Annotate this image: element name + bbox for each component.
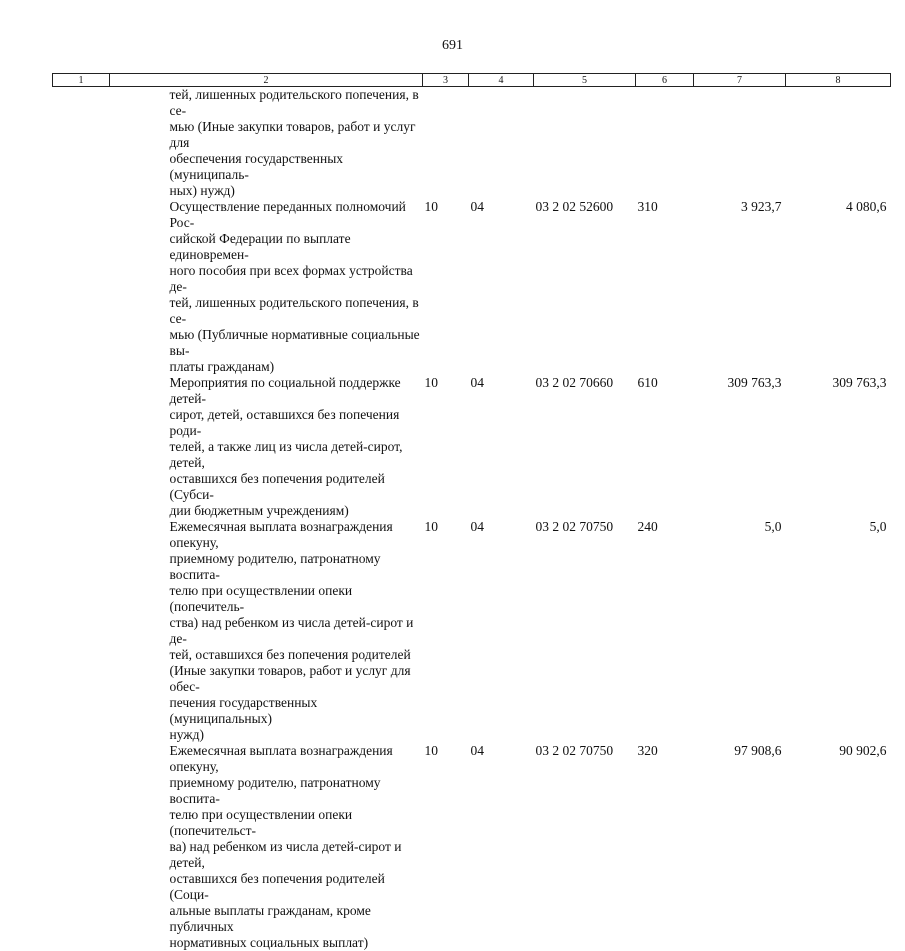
- description-line: оставшихся без попечения родителей (Соци-: [170, 871, 421, 903]
- section-code: 10: [423, 375, 469, 519]
- column-header-4: 4: [469, 74, 534, 87]
- description-line: обеспечения государственных (муниципаль-: [170, 151, 421, 183]
- description-line: тей, оставшихся без попечения родителей: [170, 647, 421, 663]
- subsection-code: 04: [469, 199, 534, 375]
- subsection-code: [469, 87, 534, 200]
- expense-type-code: 310: [636, 199, 694, 375]
- description-line: телю при осуществлении опеки (попечитель-: [170, 583, 421, 615]
- table-row: [53, 519, 891, 743]
- description-line: альные выплаты гражданам, кроме публичных: [170, 903, 421, 935]
- description-line: Ежемесячная выплата вознаграждения опекуну,: [170, 743, 421, 775]
- row-description: [110, 743, 423, 951]
- column-header-7: 7: [694, 74, 786, 87]
- target-article-code: 03 2 02 70660: [534, 375, 636, 519]
- target-article-code: 03 2 02 70750: [534, 519, 636, 743]
- column-header-1: 1: [53, 74, 110, 87]
- row-description: [110, 519, 423, 743]
- description-line: сийской Федерации по выплате единовремен-: [170, 231, 421, 263]
- expense-type-code: 240: [636, 519, 694, 743]
- target-article-code: 03 2 02 52600: [534, 199, 636, 375]
- description-line: ва) над ребенком из числа детей-сирот и детей,: [170, 839, 421, 871]
- amount-year-2: 309 763,3: [786, 375, 891, 519]
- amount-year-2: 90 902,6: [786, 743, 891, 951]
- description-line: тей, лишенных родительского попечения, в се-: [170, 87, 421, 119]
- amount-year-1: 97 908,6: [694, 743, 786, 951]
- column-number-header-row: [53, 74, 891, 87]
- description-line: (Иные закупки товаров, работ и услуг для обес-: [170, 663, 421, 695]
- amount-year-2: 5,0: [786, 519, 891, 743]
- description-line: приемному родителю, патронатному воспита-: [170, 551, 421, 583]
- amount-year-1: 309 763,3: [694, 375, 786, 519]
- row-description: [110, 375, 423, 519]
- table-row: [53, 199, 891, 375]
- description-line: Мероприятия по социальной поддержке детей-: [170, 375, 421, 407]
- column-header-5: 5: [534, 74, 636, 87]
- amount-year-1: 3 923,7: [694, 199, 786, 375]
- row-number-cell: [53, 87, 110, 200]
- description-line: тей, лишенных родительского попечения, в се-: [170, 295, 421, 327]
- amount-year-2: [786, 87, 891, 200]
- table-row: [53, 87, 891, 200]
- amount-year-1: 5,0: [694, 519, 786, 743]
- table-row: [53, 743, 891, 951]
- amount-year-1: [694, 87, 786, 200]
- column-header-2: 2: [110, 74, 423, 87]
- section-code: 10: [423, 199, 469, 375]
- description-line: нужд): [170, 727, 421, 743]
- description-line: Ежемесячная выплата вознаграждения опекуну,: [170, 519, 421, 551]
- description-line: дии бюджетным учреждениям): [170, 503, 421, 519]
- description-line: ного пособия при всех формах устройства де-: [170, 263, 421, 295]
- description-line: печения государственных (муниципальных): [170, 695, 421, 727]
- description-line: ных) нужд): [170, 183, 421, 199]
- subsection-code: 04: [469, 375, 534, 519]
- table-row: [53, 375, 891, 519]
- description-line: платы гражданам): [170, 359, 421, 375]
- amount-year-2: 4 080,6: [786, 199, 891, 375]
- section-code: [423, 87, 469, 200]
- row-number-cell: [53, 375, 110, 519]
- budget-table: [52, 73, 891, 951]
- description-line: мью (Публичные нормативные социальные вы-: [170, 327, 421, 359]
- column-header-6: 6: [636, 74, 694, 87]
- expense-type-code: [636, 87, 694, 200]
- description-line: нормативных социальных выплат): [170, 935, 421, 951]
- row-number-cell: [53, 743, 110, 951]
- subsection-code: 04: [469, 519, 534, 743]
- description-line: оставшихся без попечения родителей (Субси-: [170, 471, 421, 503]
- row-description: [110, 199, 423, 375]
- target-article-code: 03 2 02 70750: [534, 743, 636, 951]
- expense-type-code: 610: [636, 375, 694, 519]
- description-line: сирот, детей, оставшихся без попечения роди-: [170, 407, 421, 439]
- subsection-code: 04: [469, 743, 534, 951]
- description-line: ства) над ребенком из числа детей-сирот и де-: [170, 615, 421, 647]
- column-header-3: 3: [423, 74, 469, 87]
- row-description: [110, 87, 423, 200]
- description-line: мью (Иные закупки товаров, работ и услуг для: [170, 119, 421, 151]
- description-line: Осуществление переданных полномочий Рос-: [170, 199, 421, 231]
- expense-type-code: 320: [636, 743, 694, 951]
- section-code: 10: [423, 519, 469, 743]
- description-line: приемному родителю, патронатному воспита-: [170, 775, 421, 807]
- row-number-cell: [53, 519, 110, 743]
- description-line: телей, а также лиц из числа детей-сирот, детей,: [170, 439, 421, 471]
- page-number: 691: [0, 38, 905, 54]
- table-body: [53, 87, 891, 951]
- column-header-8: 8: [786, 74, 891, 87]
- section-code: 10: [423, 743, 469, 951]
- description-line: телю при осуществлении опеки (попечительст-: [170, 807, 421, 839]
- row-number-cell: [53, 199, 110, 375]
- target-article-code: [534, 87, 636, 200]
